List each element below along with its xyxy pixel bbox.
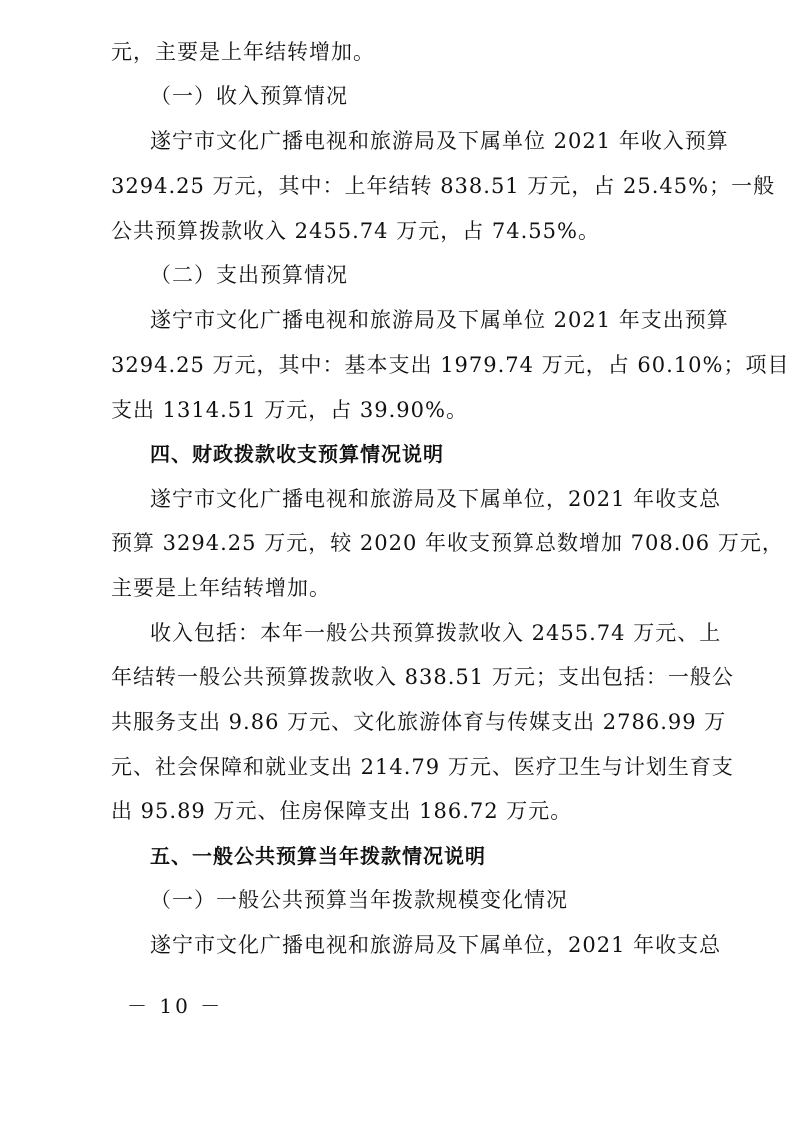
subsection-heading: （一）收入预算情况 — [150, 84, 348, 108]
body-text-line: 遂宁市文化广播电视和旅游局及下属单位，2021 年收支总 — [150, 933, 722, 957]
body-text-line: 年结转一般公共预算拨款收入 838.51 万元；支出包括：一般公 — [111, 665, 734, 689]
page-number: － 10 － — [127, 994, 224, 1018]
body-text-line: 共服务支出 9.86 万元、文化旅游体育与传媒支出 2786.99 万 — [111, 710, 727, 734]
body-text-line: 3294.25 万元，其中：基本支出 1979.74 万元，占 60.10%；项目 — [111, 353, 790, 377]
subsection-heading: （二）支出预算情况 — [150, 263, 348, 287]
body-text-line: 收入包括：本年一般公共预算拨款收入 2455.74 万元、上 — [150, 621, 722, 645]
body-text-line: 支出 1314.51 万元，占 39.90%。 — [111, 398, 468, 422]
body-text-line: 遂宁市文化广播电视和旅游局及下属单位，2021 年收支总 — [150, 487, 722, 511]
subsection-heading: （一）一般公共预算当年拨款规模变化情况 — [150, 888, 568, 912]
body-text-line: 出 95.89 万元、住房保障支出 186.72 万元。 — [111, 799, 573, 823]
body-text-line: 遂宁市文化广播电视和旅游局及下属单位 2021 年支出预算 — [150, 308, 729, 332]
body-text-line: 预算 3294.25 万元，较 2020 年收支预算总数增加 708.06 万元， — [111, 531, 784, 555]
section-heading: 五、一般公共预算当年拨款情况说明 — [150, 844, 486, 868]
body-text-line: 公共预算拨款收入 2455.74 万元，占 74.55%。 — [111, 219, 600, 243]
body-text-line: 元、社会保障和就业支出 214.79 万元、医疗卫生与计划生育支 — [111, 755, 734, 779]
body-text-line: 遂宁市文化广播电视和旅游局及下属单位 2021 年收入预算 — [150, 129, 729, 153]
body-text-line: 元，主要是上年结转增加。 — [111, 40, 375, 64]
section-heading: 四、财政拨款收支预算情况说明 — [150, 442, 444, 466]
body-text-line: 主要是上年结转增加。 — [111, 576, 331, 600]
body-text-line: 3294.25 万元，其中：上年结转 838.51 万元，占 25.45%；一般 — [111, 174, 776, 198]
